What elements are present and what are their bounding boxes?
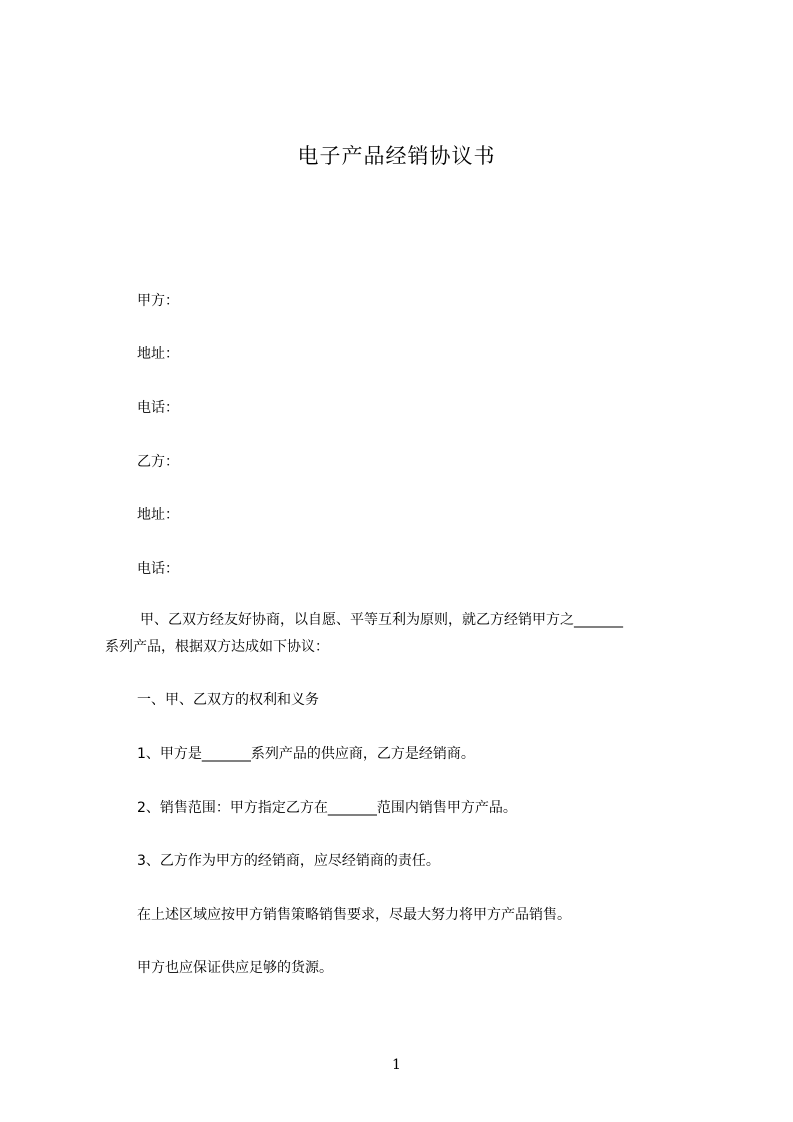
clause-3: 3、乙方作为甲方的经销商，应尽经销商的责任。: [137, 853, 440, 869]
section-1-heading: 一、甲、乙双方的权利和义务: [137, 692, 319, 708]
clause-1: 1、甲方是_______系列产品的供应商，乙方是经销商。: [137, 746, 475, 762]
party-b-address-label: 地址：: [137, 507, 179, 523]
intro-line-2: 系列产品，根据双方达成如下协议：: [105, 639, 329, 655]
party-b-name-label: 乙方：: [137, 454, 179, 470]
party-b-phone-label: 电话：: [137, 561, 179, 577]
clause-3-continuation-2: 甲方也应保证供应足够的货源。: [137, 960, 333, 976]
page-number: 1: [392, 1057, 401, 1073]
intro-line-1: 甲、乙双方经友好协商，以自愿、平等互利为原则，就乙方经销甲方之_______: [140, 612, 623, 628]
party-a-phone-label: 电话：: [137, 400, 179, 416]
clause-2: 2、销售范围：甲方指定乙方在_______范围内销售甲方产品。: [137, 800, 517, 816]
clause-3-continuation-1: 在上述区域应按甲方销售策略销售要求，尽最大努力将甲方产品销售。: [137, 907, 571, 923]
intro-paragraph: [105, 607, 705, 661]
document-title: 电子产品经销协议书: [297, 144, 496, 168]
party-a-name-label: 甲方：: [137, 293, 179, 309]
party-a-address-label: 地址：: [137, 346, 179, 362]
